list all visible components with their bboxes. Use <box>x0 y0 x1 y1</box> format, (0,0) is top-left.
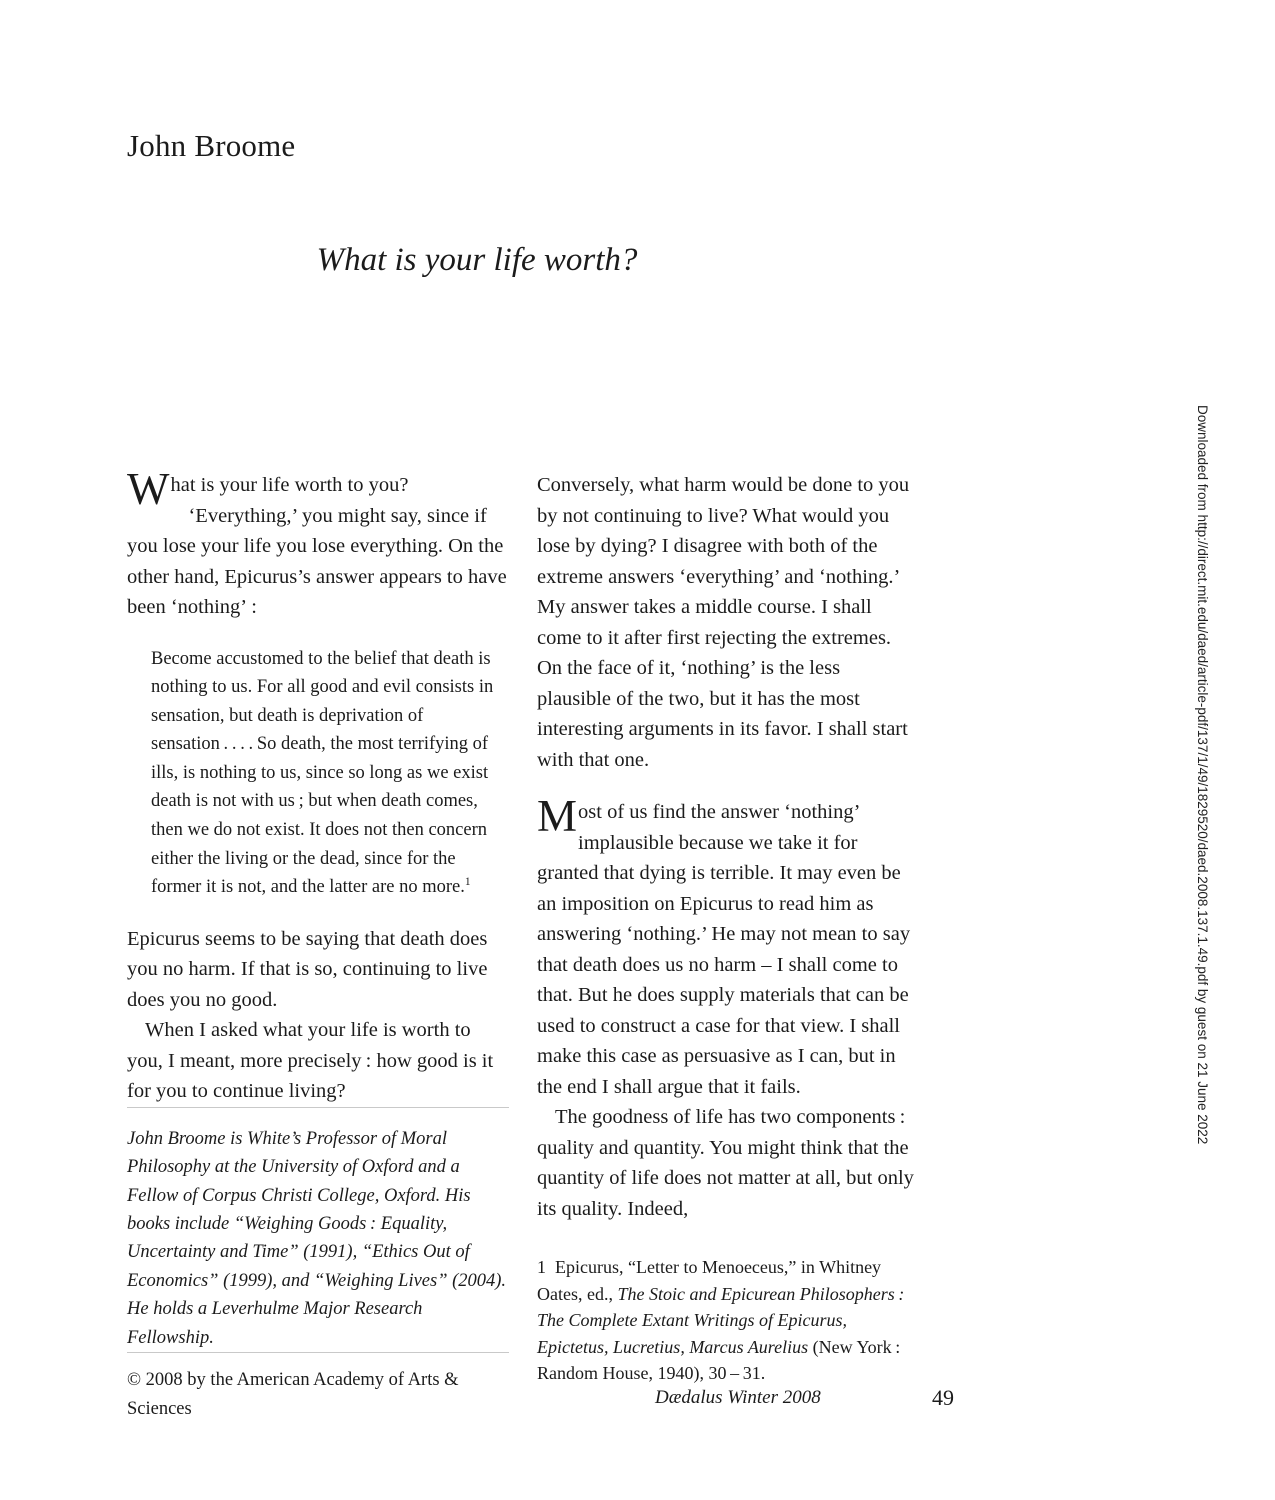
footer-journal-name: Dædalus Winter 2008 <box>655 1387 821 1408</box>
footnote-1 <box>537 1254 919 1387</box>
epicurus-blockquote <box>127 645 509 902</box>
watermark-text: Downloaded from http://direct.mit.edu/daed/article-pdf/137/1/49/1829520/daed.2008.137.1.49.pdf by guest on 21 June 2022 <box>1195 405 1210 1145</box>
page-footer <box>537 1385 957 1415</box>
opening-paragraph-continued: ‘Everything,’ you might say, since if you lose your life you lose everything. On the other hand, Epicurus’s answer appears to have been ‘nothing’ : <box>127 504 507 618</box>
paragraph-most-of-us <box>537 791 919 1102</box>
paragraph-when-i-asked: When I asked what your life is worth to you, I meant, more precisely : how good is it for you to continue living? <box>127 1019 494 1103</box>
column-right <box>537 470 919 1387</box>
article-title: What is your life worth? <box>316 242 638 278</box>
paragraph-epicurus-seems: Epicurus seems to be saying that death does you no harm. If that is so, continuing to live does you no good. <box>127 927 488 1011</box>
footnote-part-1: Epicurus, “Letter to Menoeceus,” in Whitney Oates, ed., <box>537 1257 882 1304</box>
paragraph-most-of-us-text: ost of us find the answer ‘nothing’ implausible because we take it for granted that dying is terrible. It may even be an imposition on Epicurus to read him as answering ‘nothing.’ He may not mean to say that death does us no harm – I shall come to that. But he does supply materials that can be used to construct a case for that view. I shall make this case as persuasive as I can, but in the end I shall argue that it fails. <box>537 801 911 1098</box>
drop-cap-m: M <box>537 791 578 841</box>
opening-line: hat is your life worth to you? <box>170 474 409 496</box>
drop-cap-w: W <box>127 464 170 514</box>
blockquote-text <box>151 645 509 902</box>
download-watermark <box>1191 405 1213 1145</box>
blockquote-body: Become accustomed to the belief that death is nothing to us. For all good and evil consists in sensation, but death is deprivation of sensation . . . . So death, the most terrifying of ills, is nothing to us, since so long as we exist death is not with us ; but when death comes, then we do not exist. It does not then concern either the living or the dead, since for the former it is not, and the latter are no more. <box>151 648 494 898</box>
footer-page-number: 49 <box>932 1385 954 1410</box>
footnote-marker: 1 <box>464 876 471 889</box>
footnote-italic-title: The Stoic and Epicurean Philosophers : The Complete Extant Writings of Epicurus, Epictetus, Lucretius, Marcus Aurelius <box>537 1283 905 1357</box>
footnote-part-2: (New York : Random House, 1940), 30 – 31. <box>537 1336 901 1384</box>
author-name: John Broome <box>127 128 296 163</box>
paragraph-goodness-of-life: The goodness of life has two components : quality and quantity. You might think that the quantity of life does not matter at all, but only its quality. Indeed, <box>537 1106 914 1220</box>
paragraph-conversely: Conversely, what harm would be done to you by not continuing to live? What would you lose by dying? I disagree with both of the extreme answers ‘everything’ and ‘nothing.’ My answer takes a middle course. I shall come to it after first rejecting the extremes. On the face of it, ‘nothing’ is the less plausible of the two, but it has the most interesting arguments in its favor. I shall start with that one. <box>537 474 910 771</box>
column-left <box>127 464 509 1423</box>
copyright-notice: © 2008 by the American Academy of Arts & Sciences <box>127 1370 459 1419</box>
opening-paragraph <box>127 464 509 514</box>
author-bio: John Broome is White’s Professor of Moral Philosophy at the University of Oxford and a Fellow of Corpus Christi College, Oxford. His books include “Weighing Goods : Equality, Uncertainty and Time” (1991), “Ethics Out of Economics” (1999), and “Weighing Lives” (2004). He holds a Leverhulme Major Research Fellowship. <box>127 1128 507 1348</box>
footnote-number: 1 <box>537 1257 546 1277</box>
